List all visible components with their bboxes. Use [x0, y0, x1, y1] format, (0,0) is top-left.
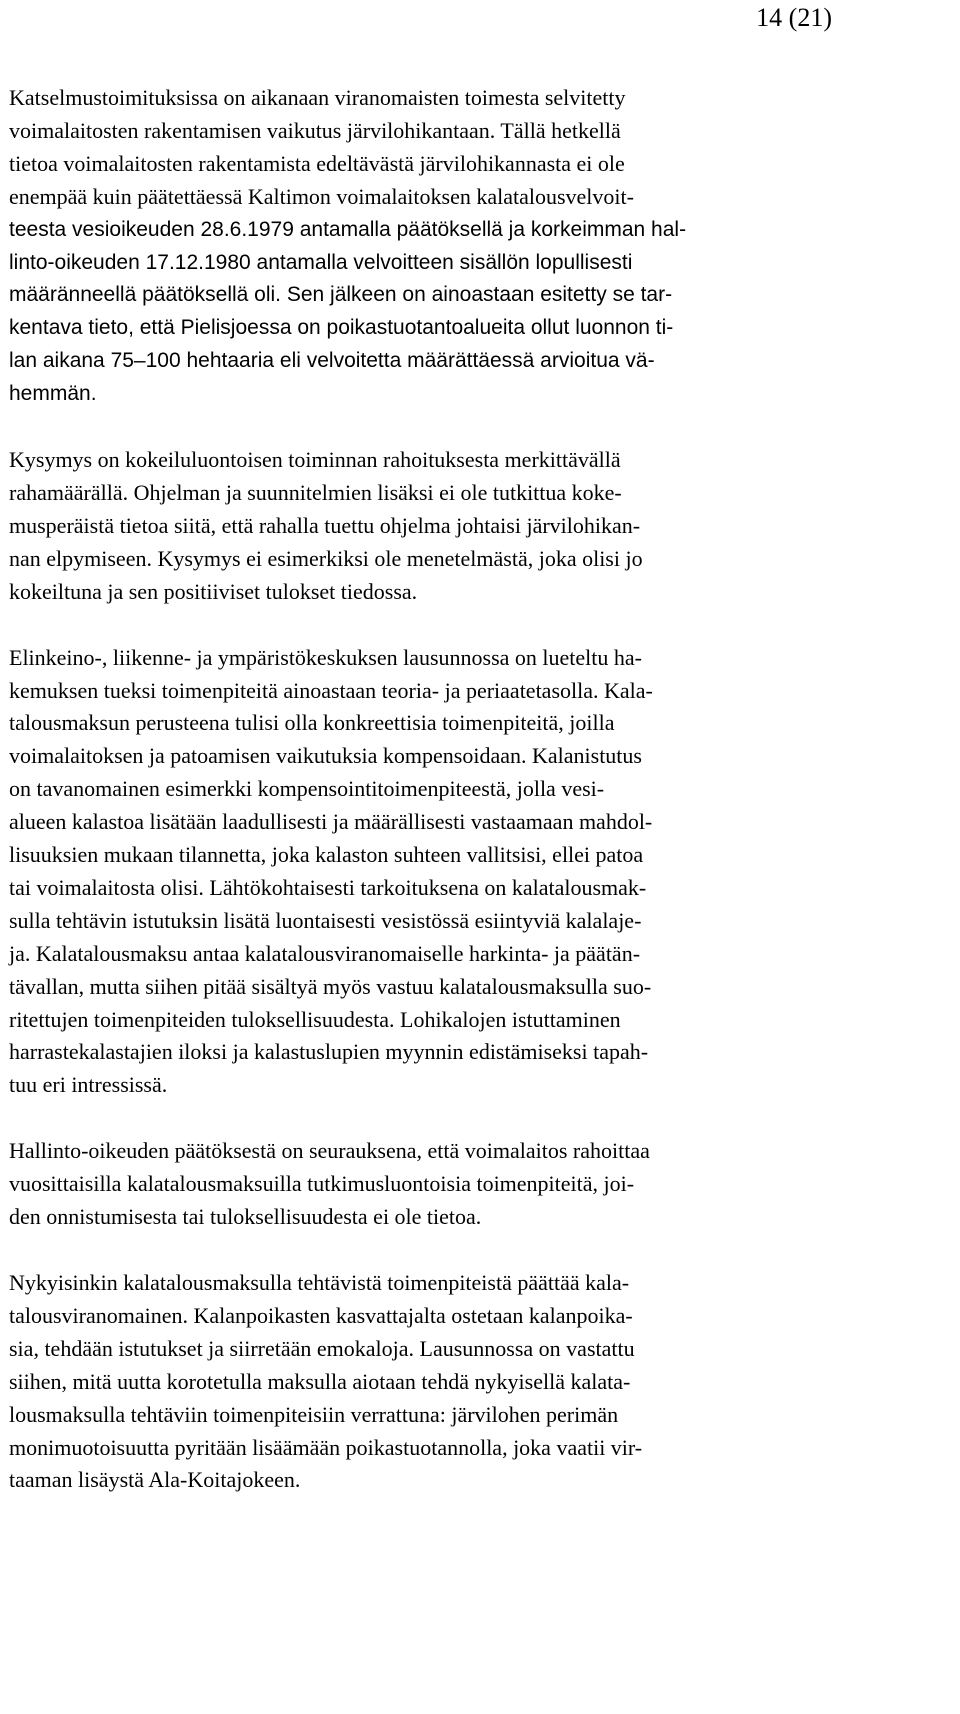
text-line: ja. Kalatalousmaksu antaa kalatalousviranomaiselle harkinta- ja päätän- [9, 940, 641, 966]
page-number: 14 (21) [756, 3, 832, 32]
text-line: tai voimalaitosta olisi. Lähtökohtaisesti tarkoituksena on kalatalousmak- [9, 874, 647, 900]
text-line: voimalaitoksen ja patoamisen vaikutuksia kompensoidaan. Kalanistutus [9, 743, 642, 769]
paragraph-4 [9, 1135, 879, 1234]
text-line: den onnistumisesta tai tuloksellisuudesta ei ole tietoa. [9, 1204, 482, 1230]
text-line: tietoa voimalaitosten rakentamista edeltävästä järvilohikannasta ei ole [9, 150, 625, 176]
text-line: sia, tehdään istutukset ja siirretään emokaloja. Lausunnossa on vastattu [9, 1335, 635, 1361]
text-line: Katselmustoimituksissa on aikanaan viranomaisten toimesta selvitetty [9, 85, 626, 110]
text-line: enempää kuin päätettäessä Kaltimon voimalaitoksen kalatalousvelvoit- [9, 183, 634, 209]
text-line: taaman lisäystä Ala-Koitajokeen. [9, 1467, 301, 1493]
text-line: vuosittaisilla kalatalousmaksuilla tutkimusluontoisia toimenpiteitä, joi- [9, 1171, 635, 1197]
text-line: tuu eri intressissä. [9, 1072, 168, 1098]
paragraph-3 [9, 642, 879, 1103]
text-line: voimalaitosten rakentamisen vaikutus järvilohikantaan. Tällä hetkellä [9, 117, 621, 143]
paragraph-2 [9, 444, 879, 609]
text-line: alueen kalastoa lisätään laadullisesti ja määrällisesti vastaamaan mahdol- [9, 809, 653, 835]
text-line: lousmaksulla tehtäviin toimenpiteisiin verrattuna: järvilohen perimän [9, 1401, 619, 1427]
text-line: tävallan, mutta siihen pitää sisältyä myös vastuu kalatalousmaksulla suo- [9, 973, 652, 999]
text-line: ritettujen toimenpiteiden tuloksellisuudesta. Lohikalojen istuttaminen [9, 1006, 621, 1032]
paragraph-1 [9, 82, 879, 411]
text-line: kentava tieto, että Pielisjoessa on poikastuotantoalueita ollut luonnon ti- [9, 316, 674, 340]
text-line: Hallinto-oikeuden päätöksestä on seurauksena, että voimalaitos rahoittaa [9, 1138, 650, 1164]
text-line: kokeiltuna ja sen positiiviset tulokset tiedossa. [9, 578, 418, 604]
text-line: lan aikana 75–100 hehtaaria eli velvoitetta määrättäessä arvioitua vä- [9, 349, 655, 373]
text-line: talousviranomainen. Kalanpoikasten kasvattajalta ostetaan kalanpoika- [9, 1302, 633, 1328]
text-line: kemuksen tueksi toimenpiteitä ainoastaan teoria- ja periaatetasolla. Kala- [9, 677, 653, 703]
text-line: linto-oikeuden 17.12.1980 antamalla velvoitteen sisällön lopullisesti [9, 250, 633, 274]
text-line: on tavanomainen esimerkki kompensointitoimenpiteestä, jolla vesi- [9, 776, 605, 802]
text-line: musperäistä tietoa siitä, että rahalla tuettu ohjelma johtaisi järvilohikan- [9, 512, 641, 538]
text-line: nan elpymiseen. Kysymys ei esimerkiksi ole menetelmästä, joka olisi jo [9, 545, 643, 571]
text-line: Nykyisinkin kalatalousmaksulla tehtävistä toimenpiteistä päättää kala- [9, 1270, 630, 1295]
paragraph-5 [9, 1267, 879, 1497]
text-line: määränneellä päätöksellä oli. Sen jälkeen on ainoastaan esitetty se tar- [9, 283, 673, 307]
text-line: harrastekalastajien iloksi ja kalastuslupien myynnin edistämiseksi tapah- [9, 1039, 649, 1065]
text-line: rahamäärällä. Ohjelman ja suunnitelmien lisäksi ei ole tutkittua koke- [9, 479, 622, 505]
text-line: Kysymys on kokeiluluontoisen toiminnan rahoituksesta merkittävällä [9, 447, 621, 473]
text-line: sulla tehtävin istutuksin lisätä luontaisesti vesistössä esiintyviä kalalaje- [9, 907, 642, 933]
text-line: teesta vesioikeuden 28.6.1979 antamalla päätöksellä ja korkeimman hal- [9, 217, 687, 241]
text-line: siihen, mitä uutta korotetulla maksulla aiotaan tehdä nykyisellä kalata- [9, 1368, 631, 1394]
text-line: hemmän. [9, 382, 97, 406]
document-body [9, 82, 879, 1530]
text-line: lisuuksien mukaan tilannetta, joka kalaston suhteen vallitsisi, ellei patoa [9, 842, 644, 868]
text-line: Elinkeino-, liikenne- ja ympäristökeskuksen lausunnossa on lueteltu ha- [9, 644, 642, 670]
text-line: monimuotoisuutta pyritään lisäämään poikastuotannolla, joka vaatii vir- [9, 1434, 643, 1460]
text-line: talousmaksun perusteena tulisi olla konkreettisia toimenpiteitä, joilla [9, 710, 615, 736]
